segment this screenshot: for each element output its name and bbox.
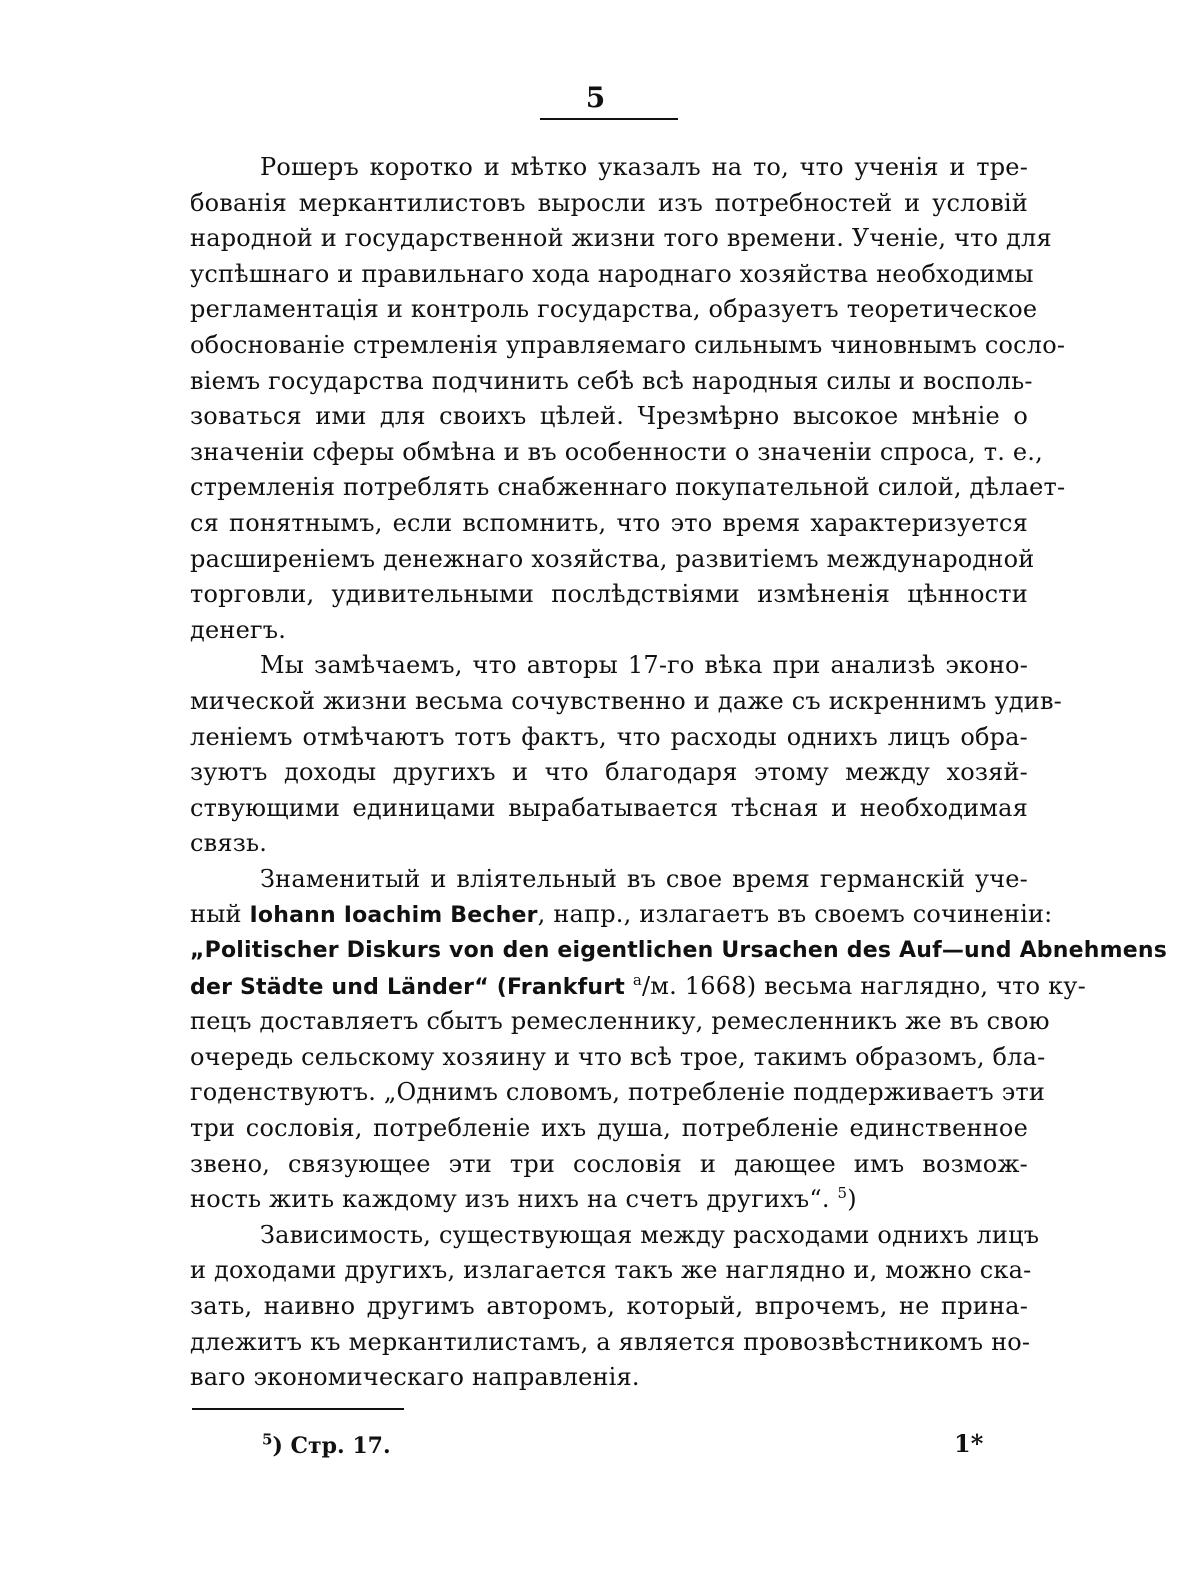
text-line: мической жизни весьма сочувственно и даже съ искреннимъ удив- [190,686,1062,715]
text-line: длежитъ къ меркантилистамъ, а является провозвѣстникомъ но- [190,1327,1031,1356]
text-line: денегъ. [190,615,287,644]
text-line: ваго экономическаго направленія. [190,1363,640,1392]
paragraph-2 [190,648,1062,862]
footnote-rule [192,1408,404,1410]
text-line: значеніи сферы обмѣна и въ особенности о значеніи спроса, т. е., [190,437,1043,466]
text-line: Зависимость, существующая между расходами однихъ лицъ [260,1220,1040,1249]
paragraph-4 [190,1218,1040,1396]
text-line: Рошеръ коротко и мѣтко указалъ на то, что ученія и тре- [260,153,1028,181]
paragraph-3 [190,862,1167,1218]
text-line: леніемъ отмѣчаютъ тотъ фактъ, что расходы однихъ лицъ обра- [190,722,1028,751]
text-line: Знаменитый и вліятельный въ свое время германскій уче- [260,864,1028,893]
text-line: очередь сельскому хозяину и что всѣ трое, такимъ образомъ, бла- [190,1042,1046,1071]
footnote-reference[interactable]: 5 [837,1184,848,1203]
text-line: расширеніемъ денежнаго хозяйства, развитіемъ международной [190,544,1035,573]
text-line: звено, связующее эти три сословія и дающее имъ возмож- [190,1149,1028,1178]
text-line: связь. [190,829,268,858]
text-fragment: ный [190,900,250,929]
text-fragment: /м. 1668) весьма наглядно, что ку- [642,971,1086,1000]
text-line: годенствуютъ. „Однимъ словомъ, потребленіе поддерживаетъ эти [190,1078,1046,1107]
text-line: обоснованіе стремленія управляемаго сильнымъ чиновнымъ сосло- [190,330,1066,359]
text-line: бованія меркантилистовъ выросли изъ потребностей и условій [190,188,1028,217]
text-line: пецъ доставляетъ сбытъ ремесленнику, ремесленникъ же въ свою [190,1007,1050,1036]
paragraph-1 [190,150,1066,648]
text-line: народной и государственной жизни того времени. Ученіе, что для [190,224,1052,253]
text-line: зать, наивно другимъ авторомъ, который, впрочемъ, не прина- [190,1292,1028,1320]
text-line: торговли, удивительными послѣдствіями измѣненія цѣнности [190,580,1028,609]
text-fragment: , напр., излагаетъ въ своемъ сочиненіи: [537,900,1053,929]
body-text [190,150,1167,1396]
text-line [190,969,1086,1005]
superscript: a [632,970,643,989]
text-line [190,1182,1028,1218]
book-title-line: „Politischer Diskurs von den eigentlichen Ursachen des Auf—und Abnehmens [190,938,1167,964]
text-line: ствующими единицами вырабатывается тѣсная и необходимая [190,793,1028,822]
footnote-mark: 5 [262,1430,273,1449]
author-name: Iohann Ioachim Becher [249,903,538,929]
printer-signature-mark: 1* [954,1429,984,1458]
text-line: зуютъ доходы другихъ и что благодаря этому между хозяй- [190,758,1028,787]
footnote [262,1432,391,1460]
text-line: зоваться ими для своихъ цѣлей. Чрезмѣрно высокое мнѣніе о [190,402,1028,431]
text-line: ся понятнымъ, если вспомнить, что это время характеризуется [190,508,1028,537]
text-line: Мы замѣчаемъ, что авторы 17-го вѣка при анализѣ эконо- [260,651,1028,680]
header-rule [540,118,678,120]
text-line: успѣшнаго и правильнаго хода народнаго хозяйства необходимы [190,259,1034,288]
text-line: три сословія, потребленіе ихъ душа, потребленіе единственное [190,1114,1028,1143]
text-line: стремленія потреблять снабженнаго покупательной силой, дѣлает- [190,473,1066,502]
text-line [190,897,1053,933]
text-line: віемъ государства подчинить себѣ всѣ народныя силы и восполь- [190,366,1033,395]
text-line: и доходами другихъ, излагается такъ же наглядно и, можно ска- [190,1256,1032,1285]
text-fragment: ) [847,1185,857,1214]
book-title-fragment: der Städte und Länder“ (Frankfurt [190,974,633,1000]
text-fragment: ность жить каждому изъ нихъ на счетъ другихъ“. [190,1185,838,1214]
page-number: 5 [585,81,606,114]
footnote-text: ) Стр. 17. [272,1433,391,1459]
text-line: регламентація и контроль государства, образуетъ теоретическое [190,295,1038,324]
